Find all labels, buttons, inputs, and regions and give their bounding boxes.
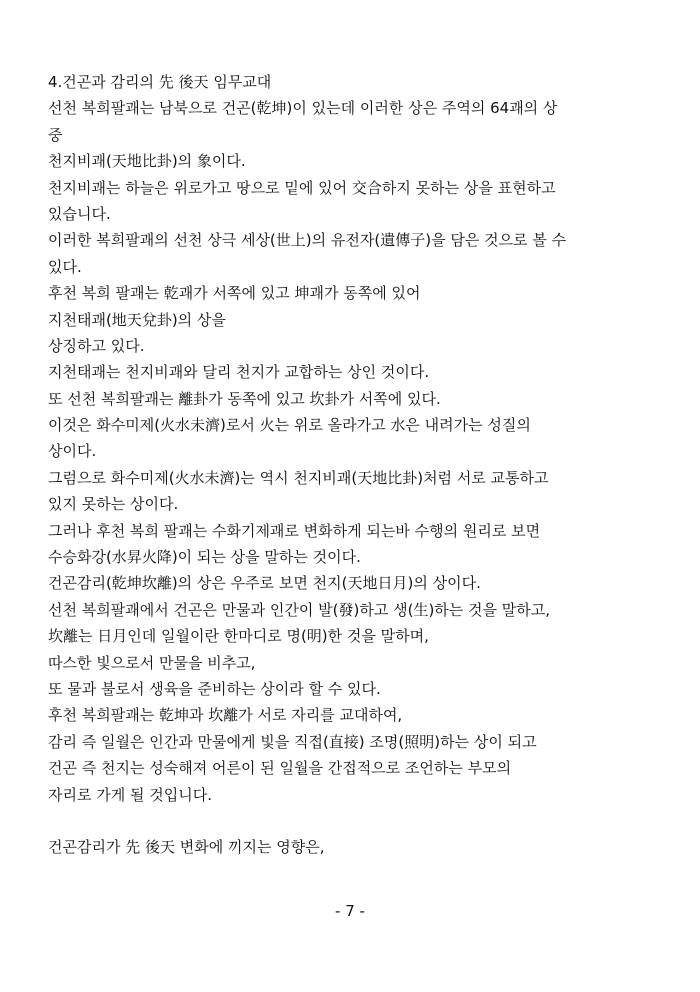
text-line: 중 xyxy=(48,125,63,144)
text-line: 선천 복희팔괘에서 건곤은 만물과 인간이 발(發)하고 생(生)하는 것을 말하고, xyxy=(48,600,551,619)
text-line: 또 물과 불로서 생육을 준비하는 상이라 할 수 있다. xyxy=(48,679,381,698)
text-line: 그럼으로 화수미제(火水未濟)는 역시 천지비괘(天地比卦)처럼 서로 교통하고 xyxy=(48,468,549,487)
text-line: 지천태괘는 천지비괘와 달리 천지가 교합하는 상인 것이다. xyxy=(48,363,430,382)
text-line: 후천 복희 팔괘는 乾괘가 서쪽에 있고 坤괘가 동쪽에 있어 xyxy=(48,284,421,303)
text-line: 후천 복희팔괘는 乾坤과 坎離가 서로 자리를 교대하여, xyxy=(48,706,403,725)
text-line: 수승화강(水昇火降)이 되는 상을 말하는 것이다. xyxy=(48,548,361,567)
text-line: 있다. xyxy=(48,257,82,276)
text-line: 상이다. xyxy=(48,442,97,461)
heading-line: 4.건곤과 감리의 先 後天 임무교대 xyxy=(48,73,272,91)
text-line: 건곤 즉 천지는 성숙해져 어른이 된 일월을 간접적으로 조언하는 부모의 xyxy=(48,759,512,778)
text-line: 또 선천 복희팔괘는 離卦가 동쪽에 있고 坎卦가 서쪽에 있다. xyxy=(48,389,441,408)
text-line: 있지 못하는 상이다. xyxy=(48,495,179,514)
text-line: 상징하고 있다. xyxy=(48,336,145,355)
page-number: - 7 - xyxy=(335,902,365,920)
text-line: 坎離는 日月인데 일월이란 한마디로 명(明)한 것을 말하며, xyxy=(48,627,429,646)
text-line: 감리 즉 일월은 인간과 만물에게 빛을 직접(直接) 조명(照明)하는 상이 되고 xyxy=(48,732,537,751)
text-line: 이러한 복희팔괘의 선천 상극 세상(世上)의 유전자(遺傳子)을 담은 것으로 볼 수 xyxy=(48,231,567,250)
text-line: 따스한 빛으로서 만물을 비추고, xyxy=(48,653,256,672)
body-text xyxy=(48,69,654,861)
text-line: 건곤감리(乾坤坎離)의 상은 우주로 보면 천지(天地日月)의 상이다. xyxy=(48,574,481,593)
text-line: 그러나 후천 복희 팔괘는 수화기제괘로 변화하게 되는바 수행의 원리로 보면 xyxy=(48,521,541,540)
text-line: 있습니다. xyxy=(48,204,111,223)
text-line: 자리로 가게 될 것입니다. xyxy=(48,785,212,804)
text-line: 건곤감리가 先 後天 변화에 끼지는 영향은, xyxy=(48,838,325,857)
blank-line xyxy=(48,808,654,834)
text-line: 천지비괘는 하늘은 위로가고 땅으로 밑에 있어 交合하지 못하는 상을 표현하고 xyxy=(48,178,556,197)
text-line: 선천 복희팔괘는 남북으로 건곤(乾坤)이 있는데 이러한 상은 주역의 64괘의 상 xyxy=(48,99,558,118)
text-line: 이것은 화수미제(火水未濟)로서 火는 위로 올라가고 水은 내려가는 성질의 xyxy=(48,416,531,435)
text-line: 지천태괘(地天兌卦)의 상을 xyxy=(48,310,226,329)
text-line: 천지비괘(天地比卦)의 象이다. xyxy=(48,152,246,171)
